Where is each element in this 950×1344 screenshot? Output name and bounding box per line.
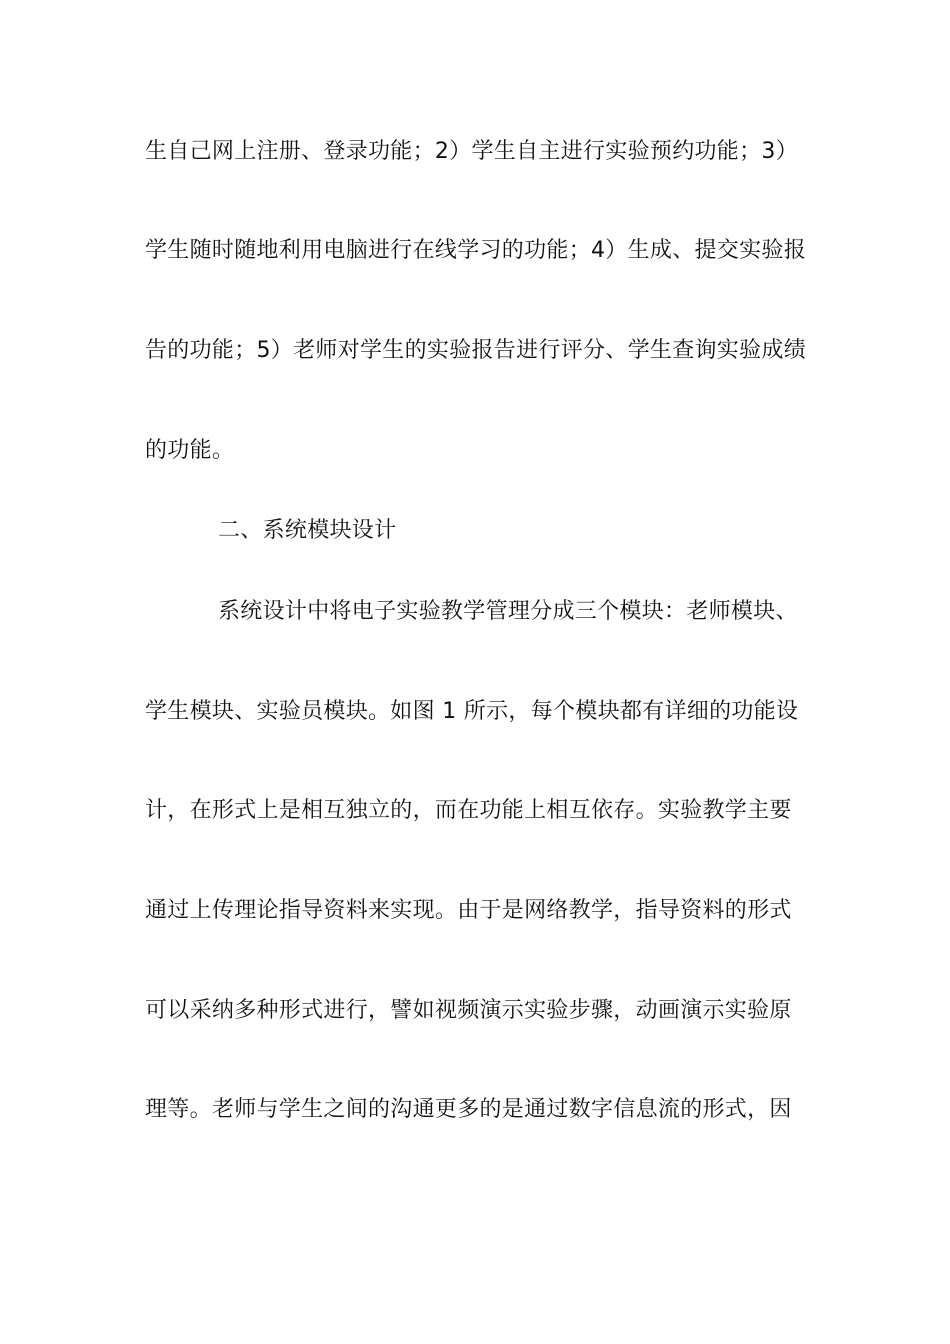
paragraph-line-5: 系统设计中将电子实验教学管理分成三个模块：老师模块、 bbox=[218, 599, 798, 624]
paragraph-line-3: 告的功能；5）老师对学生的实验报告进行评分、学生查询实验成绩 bbox=[145, 338, 806, 363]
paragraph-line-9: 可以采纳多种形式进行，譬如视频演示实验步骤，动画演示实验原 bbox=[145, 998, 792, 1023]
paragraph-line-10: 理等。老师与学生之间的沟通更多的是通过数字信息流的形式，因 bbox=[145, 1097, 792, 1122]
paragraph-line-4: 的功能。 bbox=[145, 438, 235, 463]
paragraph-line-8: 通过上传理论指导资料来实现。由于是网络教学，指导资料的形式 bbox=[145, 898, 792, 923]
paragraph-line-7: 计，在形式上是相互独立的，而在功能上相互依存。实验教学主要 bbox=[145, 798, 792, 823]
paragraph-line-6: 学生模块、实验员模块。如图 1 所示，每个模块都有详细的功能设 bbox=[145, 699, 799, 724]
paragraph-line-1: 生自己网上注册、登录功能；2）学生自主进行实验预约功能；3） bbox=[145, 139, 798, 164]
section-heading: 二、系统模块设计 bbox=[218, 518, 397, 543]
paragraph-line-2: 学生随时随地利用电脑进行在线学习的功能；4）生成、提交实验报 bbox=[145, 238, 806, 263]
